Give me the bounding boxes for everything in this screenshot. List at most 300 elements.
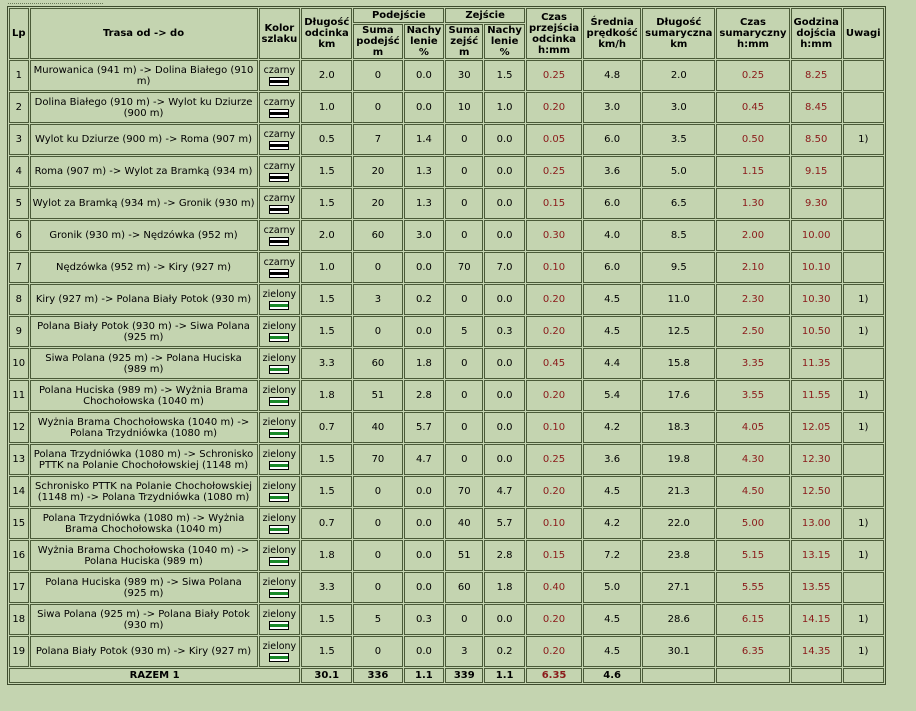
- cell-arrive: 9.15: [791, 156, 842, 187]
- cell-arrive: 14.15: [791, 604, 842, 635]
- table-row: [9, 252, 884, 283]
- cell-kolor: [259, 284, 301, 315]
- cell-down-pct: 5.7: [484, 508, 525, 539]
- cell-route: Schronisko PTTK na Polanie Chochołowskiej (1148 m) -> Polana Trzydniówka (1080 m): [30, 476, 258, 507]
- trail-color-swatch-icon: [269, 109, 289, 118]
- cell-down-pct: 0.2: [484, 636, 525, 667]
- cell-km: 3.3: [301, 348, 352, 379]
- cell-time: 0.10: [526, 412, 582, 443]
- cell-arrive: 13.00: [791, 508, 842, 539]
- trail-color-label: czarny: [263, 160, 296, 172]
- cell-sum-km: 28.6: [642, 604, 715, 635]
- cell-km: 1.0: [301, 92, 352, 123]
- trail-color-label: zielony: [262, 608, 297, 620]
- table-row: [9, 572, 884, 603]
- cell-down-pct: 4.7: [484, 476, 525, 507]
- cell-sum-time: 2.30: [716, 284, 789, 315]
- table-row: [9, 220, 884, 251]
- cell-down: 40: [445, 508, 483, 539]
- cell-down-pct: 0.0: [484, 380, 525, 411]
- cell-route: Polana Huciska (989 m) -> Wyżnia Brama Chochołowska (1040 m): [30, 380, 258, 411]
- trail-color-label: zielony: [262, 416, 297, 428]
- cell-note: [843, 156, 884, 187]
- cell-km: 0.7: [301, 508, 352, 539]
- cell-time: 0.10: [526, 508, 582, 539]
- cell-route: Murowanica (941 m) -> Dolina Białego (910 m): [30, 60, 258, 91]
- cell-time: 0.40: [526, 572, 582, 603]
- cell-km: 1.8: [301, 380, 352, 411]
- cell-sum-time: 2.00: [716, 220, 789, 251]
- header-srednia-predkosc: Średnia prędkość km/h: [583, 8, 641, 59]
- cell-down: 0: [445, 124, 483, 155]
- cell-note: 1): [843, 380, 884, 411]
- cell-sum-time: 1.15: [716, 156, 789, 187]
- cell-lp: 6: [9, 220, 29, 251]
- cell-lp: 8: [9, 284, 29, 315]
- cell-time: 0.20: [526, 604, 582, 635]
- cell-down-pct: 0.0: [484, 124, 525, 155]
- cell-arrive: 11.35: [791, 348, 842, 379]
- cell-route: Polana Biały Potok (930 m) -> Siwa Polana (925 m): [30, 316, 258, 347]
- cell-speed: 4.5: [583, 476, 641, 507]
- trail-color-swatch-icon: [269, 141, 289, 150]
- cell-lp: 10: [9, 348, 29, 379]
- cell-note: [843, 348, 884, 379]
- table-row: [9, 92, 884, 123]
- cell-up-pct: 0.0: [404, 508, 445, 539]
- cell-km: 0.5: [301, 124, 352, 155]
- table-row: [9, 124, 884, 155]
- trail-table-wrapper: [7, 6, 886, 685]
- cell-km: 1.5: [301, 316, 352, 347]
- trail-color-swatch-icon: [269, 269, 289, 278]
- cell-sum-km: 2.0: [642, 60, 715, 91]
- cell-sum-time: 2.10: [716, 252, 789, 283]
- cell-sum-time: 0.25: [716, 60, 789, 91]
- cell-sum-km: 11.0: [642, 284, 715, 315]
- cell-arrive: 8.50: [791, 124, 842, 155]
- cell-down: 60: [445, 572, 483, 603]
- cell-lp: 3: [9, 124, 29, 155]
- trail-color-swatch-icon: [269, 77, 289, 86]
- cell-arrive: 14.35: [791, 636, 842, 667]
- cell-kolor: [259, 636, 301, 667]
- trail-color-label: zielony: [262, 576, 297, 588]
- cell-up-pct: 0.0: [404, 476, 445, 507]
- cell-time: 0.30: [526, 220, 582, 251]
- trail-color-label: czarny: [263, 128, 296, 140]
- cell-up: 0: [353, 316, 402, 347]
- trail-color-label: czarny: [263, 64, 296, 76]
- cell-km: 3.3: [301, 572, 352, 603]
- cell-km: 1.5: [301, 156, 352, 187]
- cell-down: 0: [445, 220, 483, 251]
- cell-up: 0: [353, 60, 402, 91]
- cell-sum-km: 22.0: [642, 508, 715, 539]
- cell-note: 1): [843, 604, 884, 635]
- trail-color-swatch-icon: [269, 653, 289, 662]
- cell-time: 0.20: [526, 476, 582, 507]
- cell-down: 0: [445, 284, 483, 315]
- cell-sum-time: 5.15: [716, 540, 789, 571]
- cell-route: Kiry (927 m) -> Polana Biały Potok (930 m): [30, 284, 258, 315]
- cell-route: Dolina Białego (910 m) -> Wylot ku Dziurze (900 m): [30, 92, 258, 123]
- trail-table: [7, 6, 886, 685]
- cell-up-pct: 0.0: [404, 92, 445, 123]
- cell-sum-time: 0.45: [716, 92, 789, 123]
- cell-sum-km: 17.6: [642, 380, 715, 411]
- total-up: 336: [353, 668, 402, 683]
- cell-note: [843, 220, 884, 251]
- cell-up: 0: [353, 92, 402, 123]
- cell-up-pct: 1.8: [404, 348, 445, 379]
- cell-lp: 18: [9, 604, 29, 635]
- cell-down: 0: [445, 444, 483, 475]
- cell-route: Wylot za Bramką (934 m) -> Gronik (930 m): [30, 188, 258, 219]
- trail-color-swatch-icon: [269, 429, 289, 438]
- cell-kolor: [259, 508, 301, 539]
- cell-arrive: 10.30: [791, 284, 842, 315]
- cell-down-pct: 1.0: [484, 92, 525, 123]
- cell-kolor: [259, 60, 301, 91]
- cell-km: 1.5: [301, 636, 352, 667]
- cell-km: 1.5: [301, 188, 352, 219]
- cell-sum-km: 30.1: [642, 636, 715, 667]
- cell-down-pct: 2.8: [484, 540, 525, 571]
- top-rule: [8, 0, 103, 4]
- cell-speed: 7.2: [583, 540, 641, 571]
- cell-speed: 6.0: [583, 124, 641, 155]
- cell-sum-time: 3.35: [716, 348, 789, 379]
- cell-arrive: 10.50: [791, 316, 842, 347]
- cell-lp: 12: [9, 412, 29, 443]
- header-nachylenie-zejscie: Nachy lenie %: [484, 24, 525, 59]
- cell-km: 1.5: [301, 476, 352, 507]
- cell-speed: 5.4: [583, 380, 641, 411]
- cell-lp: 1: [9, 60, 29, 91]
- cell-sum-km: 21.3: [642, 476, 715, 507]
- cell-time: 0.20: [526, 316, 582, 347]
- total-km: 30.1: [301, 668, 352, 683]
- table-row: [9, 284, 884, 315]
- cell-up-pct: 0.0: [404, 636, 445, 667]
- cell-km: 1.5: [301, 604, 352, 635]
- cell-up: 51: [353, 380, 402, 411]
- cell-down-pct: 0.0: [484, 156, 525, 187]
- cell-time: 0.20: [526, 636, 582, 667]
- cell-kolor: [259, 348, 301, 379]
- header-godzina-dojscia: Godzina dojścia h:mm: [791, 8, 842, 59]
- cell-route: Polana Biały Potok (930 m) -> Kiry (927 m): [30, 636, 258, 667]
- cell-note: 1): [843, 636, 884, 667]
- cell-up-pct: 0.0: [404, 252, 445, 283]
- cell-up: 20: [353, 188, 402, 219]
- trail-color-swatch-icon: [269, 333, 289, 342]
- trail-color-swatch-icon: [269, 621, 289, 630]
- cell-arrive: 11.55: [791, 380, 842, 411]
- table-row: [9, 444, 884, 475]
- header-dlugosc: Długość odcinka km: [301, 8, 352, 59]
- trail-color-swatch-icon: [269, 461, 289, 470]
- table-row: [9, 156, 884, 187]
- cell-up: 60: [353, 348, 402, 379]
- cell-up-pct: 0.0: [404, 316, 445, 347]
- cell-route: Siwa Polana (925 m) -> Polana Biały Potok (930 m): [30, 604, 258, 635]
- header-suma-podejsc: Suma podejść m: [353, 24, 402, 59]
- cell-time: 0.25: [526, 60, 582, 91]
- cell-kolor: [259, 540, 301, 571]
- cell-up: 0: [353, 476, 402, 507]
- cell-arrive: 10.00: [791, 220, 842, 251]
- cell-arrive: 13.55: [791, 572, 842, 603]
- cell-speed: 4.5: [583, 284, 641, 315]
- total-up-pct: 1.1: [404, 668, 445, 683]
- cell-route: Polana Huciska (989 m) -> Siwa Polana (925 m): [30, 572, 258, 603]
- total-speed: 4.6: [583, 668, 641, 683]
- cell-down: 70: [445, 476, 483, 507]
- cell-lp: 4: [9, 156, 29, 187]
- cell-down: 5: [445, 316, 483, 347]
- cell-up-pct: 0.0: [404, 540, 445, 571]
- cell-down: 30: [445, 60, 483, 91]
- cell-route: Wylot ku Dziurze (900 m) -> Roma (907 m): [30, 124, 258, 155]
- cell-up: 3: [353, 284, 402, 315]
- cell-up-pct: 1.4: [404, 124, 445, 155]
- cell-down: 0: [445, 156, 483, 187]
- cell-note: 1): [843, 412, 884, 443]
- total-empty-3: [791, 668, 842, 683]
- cell-lp: 19: [9, 636, 29, 667]
- cell-sum-time: 3.55: [716, 380, 789, 411]
- cell-route: Gronik (930 m) -> Nędzówka (952 m): [30, 220, 258, 251]
- cell-arrive: 13.15: [791, 540, 842, 571]
- cell-sum-time: 0.50: [716, 124, 789, 155]
- total-empty-2: [716, 668, 789, 683]
- cell-kolor: [259, 380, 301, 411]
- cell-down: 0: [445, 380, 483, 411]
- cell-speed: 4.5: [583, 316, 641, 347]
- total-empty-4: [843, 668, 884, 683]
- header-podejscie: Podejście: [353, 8, 444, 23]
- cell-down-pct: 0.0: [484, 444, 525, 475]
- cell-sum-time: 4.05: [716, 412, 789, 443]
- cell-time: 0.15: [526, 188, 582, 219]
- cell-sum-km: 9.5: [642, 252, 715, 283]
- cell-speed: 4.2: [583, 412, 641, 443]
- cell-time: 0.25: [526, 444, 582, 475]
- header-dlugosc-sumaryczna: Długość sumaryczna km: [642, 8, 715, 59]
- cell-route: Polana Trzydniówka (1080 m) -> Wyżnia Brama Chochołowska (1040 m): [30, 508, 258, 539]
- trail-color-label: zielony: [262, 480, 297, 492]
- trail-color-label: zielony: [262, 384, 297, 396]
- cell-speed: 6.0: [583, 188, 641, 219]
- cell-up: 0: [353, 252, 402, 283]
- cell-sum-km: 12.5: [642, 316, 715, 347]
- cell-sum-km: 5.0: [642, 156, 715, 187]
- header-czas-sumaryczny: Czas sumaryczny h:mm: [716, 8, 789, 59]
- cell-arrive: 12.30: [791, 444, 842, 475]
- cell-up: 0: [353, 508, 402, 539]
- cell-kolor: [259, 252, 301, 283]
- cell-up-pct: 0.0: [404, 60, 445, 91]
- cell-time: 0.45: [526, 348, 582, 379]
- cell-sum-km: 6.5: [642, 188, 715, 219]
- cell-speed: 3.6: [583, 444, 641, 475]
- cell-time: 0.20: [526, 284, 582, 315]
- cell-note: [843, 572, 884, 603]
- cell-kolor: [259, 220, 301, 251]
- cell-route: Wyżnia Brama Chochołowska (1040 m) -> Polana Huciska (989 m): [30, 540, 258, 571]
- cell-sum-time: 6.35: [716, 636, 789, 667]
- cell-down-pct: 1.5: [484, 60, 525, 91]
- cell-down: 0: [445, 188, 483, 219]
- cell-arrive: 12.05: [791, 412, 842, 443]
- header-uwagi: Uwagi: [843, 8, 884, 59]
- cell-note: [843, 252, 884, 283]
- table-row: [9, 60, 884, 91]
- cell-up: 0: [353, 540, 402, 571]
- trail-color-label: zielony: [262, 544, 297, 556]
- cell-down: 10: [445, 92, 483, 123]
- cell-speed: 4.5: [583, 604, 641, 635]
- cell-kolor: [259, 92, 301, 123]
- cell-time: 0.20: [526, 380, 582, 411]
- cell-speed: 3.0: [583, 92, 641, 123]
- trail-color-label: zielony: [262, 512, 297, 524]
- cell-sum-time: 1.30: [716, 188, 789, 219]
- header-zejscie: Zejście: [445, 8, 525, 23]
- total-down: 339: [445, 668, 483, 683]
- cell-note: [843, 444, 884, 475]
- cell-time: 0.15: [526, 540, 582, 571]
- cell-down: 0: [445, 348, 483, 379]
- cell-kolor: [259, 156, 301, 187]
- cell-up-pct: 1.3: [404, 188, 445, 219]
- cell-speed: 4.0: [583, 220, 641, 251]
- trail-color-swatch-icon: [269, 397, 289, 406]
- trail-color-label: zielony: [262, 320, 297, 332]
- cell-km: 1.5: [301, 444, 352, 475]
- cell-time: 0.25: [526, 156, 582, 187]
- table-row: [9, 476, 884, 507]
- cell-arrive: 8.25: [791, 60, 842, 91]
- trail-color-label: czarny: [263, 96, 296, 108]
- header-suma-zejsc: Suma zejść m: [445, 24, 483, 59]
- cell-route: Roma (907 m) -> Wylot za Bramką (934 m): [30, 156, 258, 187]
- trail-color-swatch-icon: [269, 525, 289, 534]
- table-body: [9, 60, 884, 667]
- cell-sum-km: 18.3: [642, 412, 715, 443]
- table-row: [9, 540, 884, 571]
- table-row: [9, 348, 884, 379]
- cell-route: Nędzówka (952 m) -> Kiry (927 m): [30, 252, 258, 283]
- header-kolor: Kolor szlaku: [259, 8, 301, 59]
- cell-up: 0: [353, 636, 402, 667]
- cell-sum-time: 5.00: [716, 508, 789, 539]
- cell-sum-km: 8.5: [642, 220, 715, 251]
- cell-up: 7: [353, 124, 402, 155]
- total-label: RAZEM 1: [9, 668, 300, 683]
- cell-time: 0.05: [526, 124, 582, 155]
- table-row: [9, 380, 884, 411]
- trail-color-label: zielony: [262, 288, 297, 300]
- cell-up: 0: [353, 572, 402, 603]
- cell-down-pct: 0.0: [484, 412, 525, 443]
- cell-kolor: [259, 444, 301, 475]
- cell-sum-km: 23.8: [642, 540, 715, 571]
- cell-down-pct: 7.0: [484, 252, 525, 283]
- cell-km: 1.5: [301, 284, 352, 315]
- cell-up: 5: [353, 604, 402, 635]
- trail-color-swatch-icon: [269, 205, 289, 214]
- cell-up-pct: 2.8: [404, 380, 445, 411]
- cell-note: 1): [843, 124, 884, 155]
- table-row: [9, 412, 884, 443]
- trail-color-swatch-icon: [269, 301, 289, 310]
- cell-down: 51: [445, 540, 483, 571]
- cell-time: 0.10: [526, 252, 582, 283]
- cell-up-pct: 4.7: [404, 444, 445, 475]
- cell-lp: 17: [9, 572, 29, 603]
- cell-up: 20: [353, 156, 402, 187]
- cell-down-pct: 0.0: [484, 348, 525, 379]
- cell-note: [843, 92, 884, 123]
- trail-color-label: zielony: [262, 448, 297, 460]
- header-czas-przejscia: Czas przejścia odcinka h:mm: [526, 8, 582, 59]
- cell-down-pct: 0.0: [484, 284, 525, 315]
- cell-sum-time: 5.55: [716, 572, 789, 603]
- cell-km: 2.0: [301, 60, 352, 91]
- cell-down: 70: [445, 252, 483, 283]
- cell-kolor: [259, 316, 301, 347]
- cell-down-pct: 0.0: [484, 188, 525, 219]
- cell-kolor: [259, 476, 301, 507]
- cell-time: 0.20: [526, 92, 582, 123]
- cell-sum-time: 4.50: [716, 476, 789, 507]
- cell-note: 1): [843, 284, 884, 315]
- cell-speed: 4.4: [583, 348, 641, 379]
- header-lp: Lp: [9, 8, 29, 59]
- cell-lp: 15: [9, 508, 29, 539]
- cell-arrive: 9.30: [791, 188, 842, 219]
- trail-color-swatch-icon: [269, 237, 289, 246]
- cell-km: 1.8: [301, 540, 352, 571]
- cell-up-pct: 0.2: [404, 284, 445, 315]
- cell-speed: 4.2: [583, 508, 641, 539]
- trail-color-label: zielony: [262, 352, 297, 364]
- cell-down: 0: [445, 412, 483, 443]
- header-trasa: Trasa od -> do: [30, 8, 258, 59]
- trail-color-label: czarny: [263, 192, 296, 204]
- cell-down-pct: 1.8: [484, 572, 525, 603]
- cell-up-pct: 1.3: [404, 156, 445, 187]
- total-time: 6.35: [526, 668, 582, 683]
- trail-color-label: czarny: [263, 224, 296, 236]
- total-down-pct: 1.1: [484, 668, 525, 683]
- trail-color-swatch-icon: [269, 493, 289, 502]
- cell-lp: 9: [9, 316, 29, 347]
- cell-note: 1): [843, 508, 884, 539]
- cell-lp: 11: [9, 380, 29, 411]
- cell-up-pct: 0.0: [404, 572, 445, 603]
- cell-sum-km: 3.5: [642, 124, 715, 155]
- cell-up: 70: [353, 444, 402, 475]
- cell-lp: 14: [9, 476, 29, 507]
- cell-sum-km: 15.8: [642, 348, 715, 379]
- cell-up: 40: [353, 412, 402, 443]
- cell-down-pct: 0.0: [484, 604, 525, 635]
- cell-lp: 7: [9, 252, 29, 283]
